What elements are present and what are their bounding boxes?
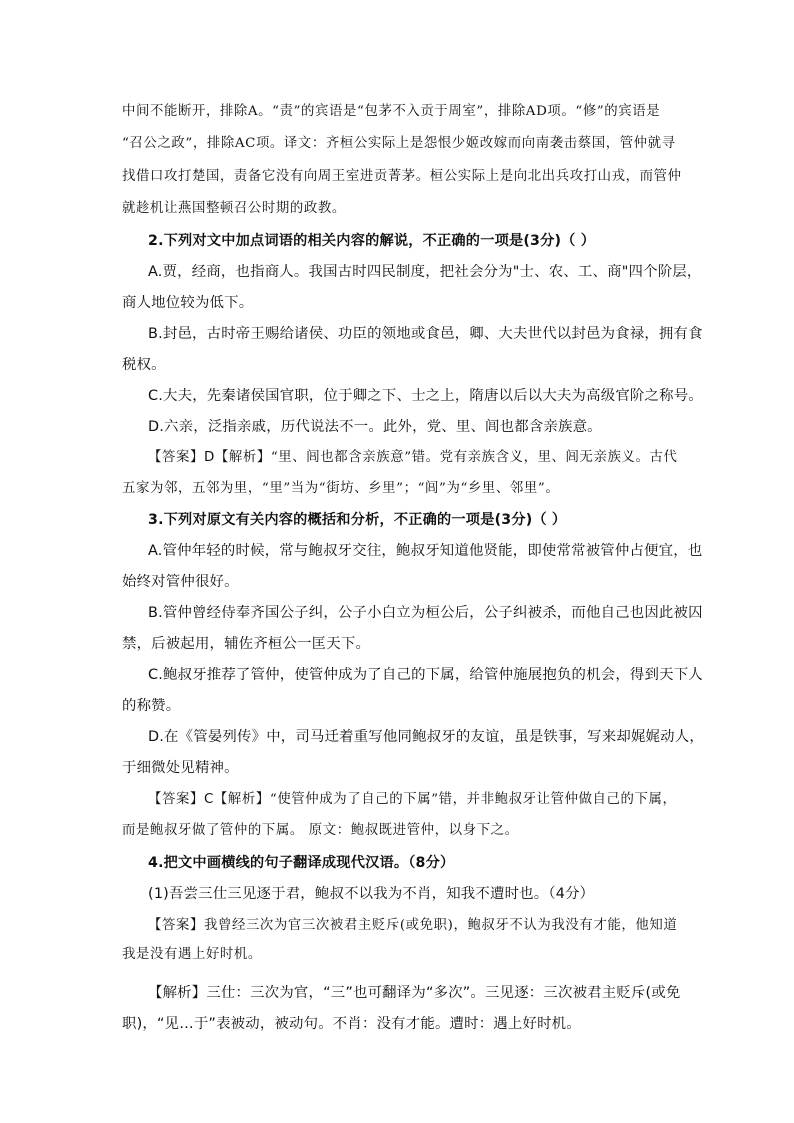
option-d: D.在《管晏列传》中，司马迁着重写他同鲍叔牙的友谊，虽是铁事，写来却娓娓动人， — [148, 729, 704, 745]
option-a: A.贾，经商，也指商人。我国古时四民制度，把社会分为"士、农、工、商"四个阶层， — [148, 264, 702, 280]
option-c: C.鲍叔牙推荐了管仲，使管仲成为了自己的下属，给管仲施展抱负的机会，得到天下人 — [148, 667, 703, 683]
option-d: D.六亲，泛指亲戚，历代说法不一。此外，党、里、闾也都含亲族意。 — [148, 419, 602, 435]
answer-3-line1 — [148, 790, 677, 810]
analysis-4-line1: 【解析】三仕：三次为官，“三”也可翻译为“多次”。三见逐：三次被君主贬斥(或免 — [148, 985, 681, 1001]
question-3-title: 3.下列对原文有关内容的概括和分析，不正确的一项是(3分)（ ） — [148, 512, 567, 528]
option-b-cont: 禁，后被起用，辅佐齐桓公一匡天下。 — [122, 636, 371, 652]
intro-line: 找借口攻打楚国，责备它没有向周王室进贡菁茅。桓公实际上是向北出兵攻打山戎，而管仲 — [122, 169, 682, 184]
answer-text: 我曾经三次为官三次被君主贬斥(或免职)，鲍叔牙不认为我没有才能，他知道 — [203, 918, 678, 933]
answer-2-line1 — [148, 448, 677, 468]
option-b: B.管仲曾经侍奉齐国公子纠，公子小白立为桓公后，公子纠被杀，而他自己也因此被囚 — [148, 605, 703, 621]
option-b: B.封邑，古时帝王赐给诸侯、功臣的领地或食邑，卿、大夫世代以封邑为食禄，拥有食 — [148, 326, 703, 342]
option-c: C.大夫，先秦诸侯国官职，位于卿之下、士之上，隋唐以后以大夫为高级官阶之称号。 — [148, 388, 703, 404]
answer-tag: 【答案】 — [148, 918, 204, 933]
intro-line: 中间不能断开，排除A。“责”的宾语是“包茅不入贡于周室”，排除AD项。“修”的宾语是 — [122, 104, 661, 119]
answer-text: “里、闾也都含亲族意”错。党有亲族含义，里、闾无亲族义。古代 — [270, 450, 678, 465]
answer-tag: 【答案】C【解析】 — [148, 792, 270, 807]
answer-tag: 【答案】D【解析】 — [148, 450, 271, 465]
intro-line: 就趁机让燕国整顿召公时期的政教。 — [122, 201, 346, 216]
question-2-title: 2.下列对文中加点词语的相关内容的解说，不正确的一项是(3分)（ ） — [148, 233, 596, 249]
option-c-cont: 的称赞。 — [122, 698, 181, 714]
answer-2-line2: 五家为邻，五邻为里，“里”当为“街坊、乡里”；“闾”为“乡里、邻里”。 — [122, 481, 560, 496]
option-a-cont: 始终对管仲很好。 — [122, 574, 239, 590]
intro-line: “召公之政”，排除AC项。译文：齐桓公实际上是怨恨少姬改嫁而向南袭击蔡国，管仲就寻 — [122, 136, 676, 151]
question-4-title: 4.把文中画横线的句子翻译成现代汉语。（8分） — [148, 855, 455, 871]
option-a: A.管仲年轻的时候，常与鲍叔牙交往，鲍叔牙知道他贤能，即使常常被管仲占便宜，也 — [148, 543, 703, 559]
option-a-cont: 商人地位较为低下。 — [122, 295, 254, 311]
option-b-cont: 税权。 — [122, 357, 166, 373]
option-d-cont: 于细微处见精神。 — [122, 760, 239, 776]
answer-4-line2: 我是没有遇上好时机。 — [122, 947, 262, 962]
analysis-4-line2: 职)，“见…于”表被动，被动句。不肖：没有才能。遭时：遇上好时机。 — [122, 1016, 581, 1032]
answer-text: “使管仲成为了自己的下属”错，并非鲍叔牙让管仲做自己的下属， — [269, 792, 677, 807]
sub-question-1: (1)吾尝三仕三见逐于君，鲍叔不以我为不肖，知我不遭时也。（4分） — [148, 886, 595, 902]
answer-4-line1 — [148, 916, 677, 936]
answer-3-line2: 而是鲍叔牙做了管仲的下属。 原文：鲍叔既进管仲，以身下之。 — [122, 823, 519, 838]
